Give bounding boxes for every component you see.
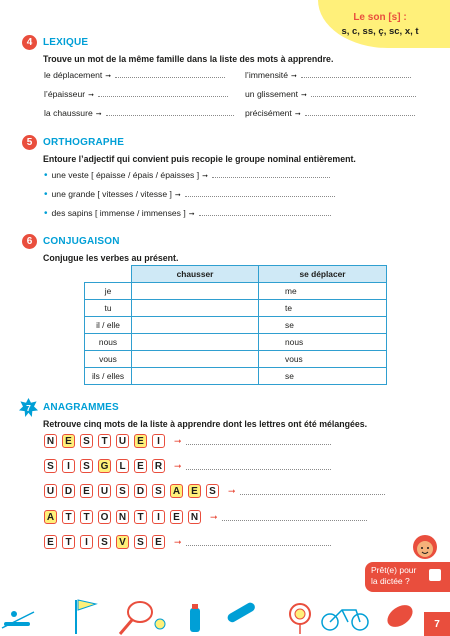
- answer-line[interactable]: [311, 89, 416, 97]
- letter-tile[interactable]: T: [62, 510, 75, 524]
- lexique-item: [44, 70, 225, 80]
- answer-cell[interactable]: [132, 334, 259, 351]
- orthographe-item: [44, 170, 330, 181]
- pronoun-cell: tu: [85, 300, 132, 317]
- lexique-word: la chaussure: [44, 108, 93, 118]
- orthographe-phrase[interactable]: une veste [ épaisse / épais / épaisses ]: [51, 170, 200, 180]
- section-title: ORTHOGRAPHE: [43, 136, 125, 148]
- answer-line[interactable]: [212, 170, 330, 178]
- letter-tile[interactable]: T: [98, 434, 111, 448]
- letter-tile[interactable]: A: [44, 510, 57, 524]
- letter-tile[interactable]: V: [116, 535, 129, 549]
- letter-tile[interactable]: T: [62, 535, 75, 549]
- letter-tile[interactable]: T: [134, 510, 147, 524]
- letter-tile[interactable]: E: [152, 535, 165, 549]
- orthographe-phrase[interactable]: des sapins [ immense / immenses ]: [51, 208, 186, 218]
- anagram-row: [44, 535, 331, 549]
- arrow-icon: ➞: [95, 111, 102, 118]
- arrow-icon: ➞: [88, 92, 94, 99]
- skateboard-icon: [226, 601, 256, 624]
- bullet-icon: •: [44, 170, 48, 181]
- letter-tile[interactable]: S: [206, 484, 219, 498]
- orthographe-phrase[interactable]: une grande [ vitesses / vitesse ]: [51, 189, 172, 199]
- letter-tile[interactable]: L: [116, 459, 129, 473]
- pronoun-cell: il / elle: [85, 317, 132, 334]
- reflexive-cell[interactable]: me: [259, 283, 387, 300]
- page-number: 7: [424, 612, 450, 636]
- section-instruction: Trouve un mot de la même famille dans la liste des mots à apprendre.: [43, 54, 334, 64]
- girl-avatar-icon: [410, 534, 440, 564]
- answer-line[interactable]: [301, 70, 411, 78]
- answer-cell[interactable]: [132, 317, 259, 334]
- lexique-word: l’immensité: [245, 70, 288, 80]
- rower-icon: [2, 611, 34, 628]
- letter-tile[interactable]: A: [170, 484, 183, 498]
- anagram-row: [44, 459, 331, 473]
- arrow-icon: ➞: [174, 460, 182, 471]
- letter-tile[interactable]: I: [80, 535, 93, 549]
- letter-tile[interactable]: I: [152, 510, 165, 524]
- footer-sports-illustration: [0, 592, 420, 636]
- arrow-icon: ➞: [228, 485, 236, 496]
- lexique-word: le déplacement: [44, 70, 103, 80]
- reflexive-cell[interactable]: te: [259, 300, 387, 317]
- section-orthographe: [22, 134, 430, 164]
- letter-tile[interactable]: S: [80, 459, 93, 473]
- answer-line[interactable]: [115, 70, 225, 78]
- ready-for-dictation-box: [365, 562, 450, 592]
- table-row: [85, 368, 387, 385]
- letter-tile[interactable]: E: [170, 510, 183, 524]
- letter-tile[interactable]: I: [62, 459, 75, 473]
- section-number-badge: 7: [26, 402, 31, 413]
- table-row: [85, 334, 387, 351]
- answer-cell[interactable]: [132, 300, 259, 317]
- orthographe-item: [44, 189, 335, 200]
- letter-tile[interactable]: E: [188, 484, 201, 498]
- letter-tile[interactable]: S: [152, 484, 165, 498]
- letter-tile[interactable]: S: [44, 459, 57, 473]
- table-row: [85, 317, 387, 334]
- rugby-ball-icon: [383, 601, 416, 632]
- pronoun-cell: je: [85, 283, 132, 300]
- letter-tile[interactable]: E: [80, 484, 93, 498]
- section-number-badge: 5: [22, 135, 37, 150]
- arrow-icon: ➞: [294, 111, 301, 118]
- section-conjugaison: [22, 233, 430, 263]
- lexique-item: [44, 108, 234, 118]
- sound-box-letters: s, c, ss, ç, sc, x, t: [341, 26, 419, 37]
- letter-tile[interactable]: N: [188, 510, 201, 524]
- reflexive-cell[interactable]: se: [259, 368, 387, 385]
- water-bottle-icon: [190, 604, 200, 632]
- anagram-row: [44, 510, 367, 524]
- answer-line[interactable]: [199, 208, 331, 216]
- arrow-icon: ➞: [174, 536, 182, 547]
- goal-flag-icon: [76, 600, 96, 634]
- letter-tile[interactable]: S: [134, 535, 147, 549]
- table-row: [85, 351, 387, 368]
- pronoun-cell: vous: [85, 351, 132, 368]
- letter-tile[interactable]: N: [44, 434, 57, 448]
- bullet-icon: •: [44, 189, 48, 200]
- lexique-item: [44, 89, 228, 99]
- arrow-icon: ➞: [105, 73, 112, 80]
- arrow-icon: ➞: [301, 92, 307, 99]
- section-anagrammes: [22, 399, 430, 429]
- bullet-icon: •: [44, 208, 48, 219]
- section-number-badge: 4: [22, 35, 37, 50]
- table-corner-cell: [85, 266, 132, 283]
- letter-tile[interactable]: S: [80, 434, 93, 448]
- pronoun-cell: nous: [85, 334, 132, 351]
- anagram-row: [44, 434, 331, 448]
- letter-tile[interactable]: E: [134, 434, 147, 448]
- ready-label-line2: la dictée ?: [371, 576, 410, 586]
- section-title: ANAGRAMMES: [43, 401, 119, 413]
- letter-tile[interactable]: E: [62, 434, 75, 448]
- letter-tile[interactable]: U: [44, 484, 57, 498]
- arrow-icon: ➞: [202, 173, 209, 180]
- arrow-icon: ➞: [174, 192, 181, 199]
- section-lexique: [22, 34, 430, 64]
- answer-line[interactable]: [186, 538, 331, 546]
- lexique-word: précisément: [245, 108, 292, 118]
- lexique-item: [245, 70, 411, 80]
- arrow-icon: ➞: [210, 511, 218, 522]
- letter-tile[interactable]: E: [44, 535, 57, 549]
- target-icon: [290, 604, 310, 634]
- letter-tile[interactable]: D: [62, 484, 75, 498]
- column-header-se-deplacer: se déplacer: [259, 266, 387, 283]
- section-instruction: Retrouve cinq mots de la liste à apprendre dont les lettres ont été mélangées.: [43, 419, 368, 429]
- letter-tile[interactable]: U: [98, 484, 111, 498]
- letter-tile[interactable]: G: [98, 459, 111, 473]
- answer-cell[interactable]: [132, 351, 259, 368]
- section-title: LEXIQUE: [43, 36, 89, 48]
- letter-tile[interactable]: N: [116, 510, 129, 524]
- lexique-word: l’épaisseur: [44, 89, 86, 99]
- answer-line[interactable]: [240, 487, 385, 495]
- reflexive-cell[interactable]: nous: [259, 334, 387, 351]
- letter-tile[interactable]: S: [116, 484, 129, 498]
- bicycle-icon: [322, 610, 368, 630]
- pronoun-cell: ils / elles: [85, 368, 132, 385]
- table-row: [85, 300, 387, 317]
- answer-line[interactable]: [305, 108, 415, 116]
- reflexive-cell[interactable]: se: [259, 317, 387, 334]
- anagram-row: [44, 484, 385, 498]
- arrow-icon: ➞: [290, 73, 297, 80]
- answer-cell[interactable]: [132, 368, 259, 385]
- conjugation-table: [84, 265, 387, 385]
- sound-box-title: Le son [s] :: [353, 12, 407, 23]
- arrow-icon: ➞: [174, 435, 182, 446]
- letter-tile[interactable]: O: [98, 510, 111, 524]
- answer-line[interactable]: [98, 89, 228, 97]
- answer-line[interactable]: [222, 513, 367, 521]
- answer-line[interactable]: [185, 189, 335, 197]
- letter-tile[interactable]: U: [116, 434, 129, 448]
- section-instruction: Entoure l’adjectif qui convient puis recopie le groupe nominal entièrement.: [43, 154, 356, 164]
- ready-label-line1: Prêt(e) pour: [371, 565, 417, 575]
- arrow-icon: ➞: [188, 211, 195, 218]
- letter-tile[interactable]: I: [152, 434, 165, 448]
- lexique-item: [245, 89, 416, 99]
- answer-line[interactable]: [186, 462, 331, 470]
- letter-tile[interactable]: E: [134, 459, 147, 473]
- letter-tile[interactable]: T: [80, 510, 93, 524]
- lexique-item: [245, 108, 415, 118]
- answer-cell[interactable]: [132, 283, 259, 300]
- section-title: CONJUGAISON: [43, 235, 120, 247]
- reflexive-cell[interactable]: vous: [259, 351, 387, 368]
- letter-tile[interactable]: R: [152, 459, 165, 473]
- tennis-racket-icon: [120, 602, 165, 634]
- table-header-row: [85, 266, 387, 283]
- answer-line[interactable]: [186, 437, 331, 445]
- column-header-chausser: chausser: [132, 266, 259, 283]
- orthographe-item: [44, 208, 331, 219]
- letter-tile[interactable]: D: [134, 484, 147, 498]
- ready-checkbox[interactable]: [429, 569, 441, 581]
- section-number-badge: 6: [22, 234, 37, 249]
- letter-tile[interactable]: S: [98, 535, 111, 549]
- table-row: [85, 283, 387, 300]
- answer-line[interactable]: [106, 108, 234, 116]
- section-instruction: Conjugue les verbes au présent.: [43, 253, 179, 263]
- lexique-word: un glissement: [245, 89, 299, 99]
